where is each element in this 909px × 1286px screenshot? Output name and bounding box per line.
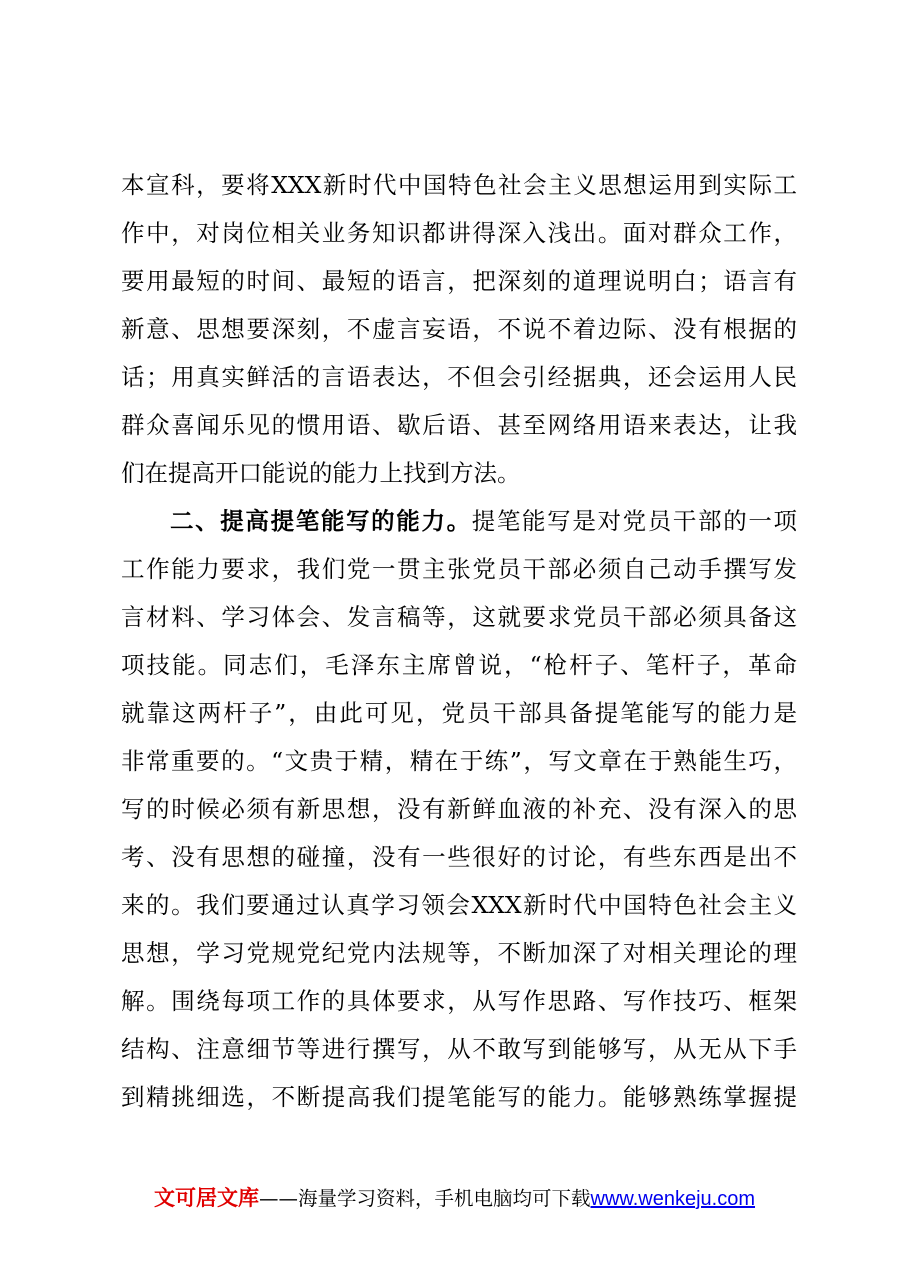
paragraph-line: 考、没有思想的碰撞，没有一些很好的讨论，有些东西是出不 — [121, 843, 797, 871]
paragraph-line: 作中，对岗位相关业务知识都讲得深入浅出。面对群众工作， — [121, 219, 797, 247]
paragraph-line: 结构、注意细节等进行撰写，从不敢写到能够写，从无从下手 — [121, 1035, 797, 1063]
paragraph-line: 言材料、学习体会、发言稿等，这就要求党员干部必须具备这 — [121, 603, 797, 631]
paragraph-line: 工作能力要求，我们党一贯主张党员干部必须自己动手撰写发 — [121, 555, 797, 583]
paragraph-line: 新意、思想要深刻，不虚言妄语，不说不着边际、没有根据的 — [121, 315, 797, 343]
paragraph-line: 来的。我们要通过认真学习领会XXX新时代中国特色社会主义 — [121, 891, 797, 919]
paragraph-line: 群众喜闻乐见的惯用语、歇后语、甚至网络用语来表达，让我 — [121, 411, 797, 439]
footer-brand: 文可居文库 — [153, 1185, 259, 1210]
paragraph-line: 写的时候必须有新思想，没有新鲜血液的补充、没有深入的思 — [121, 795, 797, 823]
paragraph-line: 就靠这两杆子”，由此可见，党员干部具备提笔能写的能力是 — [121, 699, 797, 727]
section-heading-line — [170, 500, 797, 542]
paragraph-line: 话；用真实鲜活的言语表达，不但会引经据典，还会运用人民 — [121, 363, 797, 391]
paragraph-line: 解。围绕每项工作的具体要求，从写作思路、写作技巧、框架 — [121, 987, 797, 1015]
page-footer — [0, 1180, 909, 1216]
paragraph-line: 们在提高开口能说的能力上找到方法。 — [121, 459, 521, 487]
footer-link[interactable]: www.wenkeju.com — [590, 1188, 756, 1210]
section-heading-rest: 提笔能写是对党员干部的一项 — [471, 507, 797, 535]
paragraph-line: 到精挑细选，不断提高我们提笔能写的能力。能够熟练掌握提 — [121, 1083, 797, 1111]
footer-tagline: ——海量学习资料，手机电脑均可下载 — [258, 1187, 591, 1210]
paragraph-line: 本宣科，要将XXX新时代中国特色社会主义思想运用到实际工 — [121, 171, 797, 199]
paragraph-line: 非常重要的。“文贵于精，精在于练”，写文章在于熟能生巧， — [121, 747, 797, 775]
paragraph-line: 思想，学习党规党纪党内法规等，不断加深了对相关理论的理 — [121, 939, 797, 967]
paragraph-line: 要用最短的时间、最短的语言，把深刻的道理说明白；语言有 — [121, 267, 797, 295]
paragraph-line: 项技能。同志们，毛泽东主席曾说，“枪杆子、笔杆子，革命 — [121, 651, 797, 679]
section-heading: 二、提高提笔能写的能力。 — [170, 507, 472, 535]
